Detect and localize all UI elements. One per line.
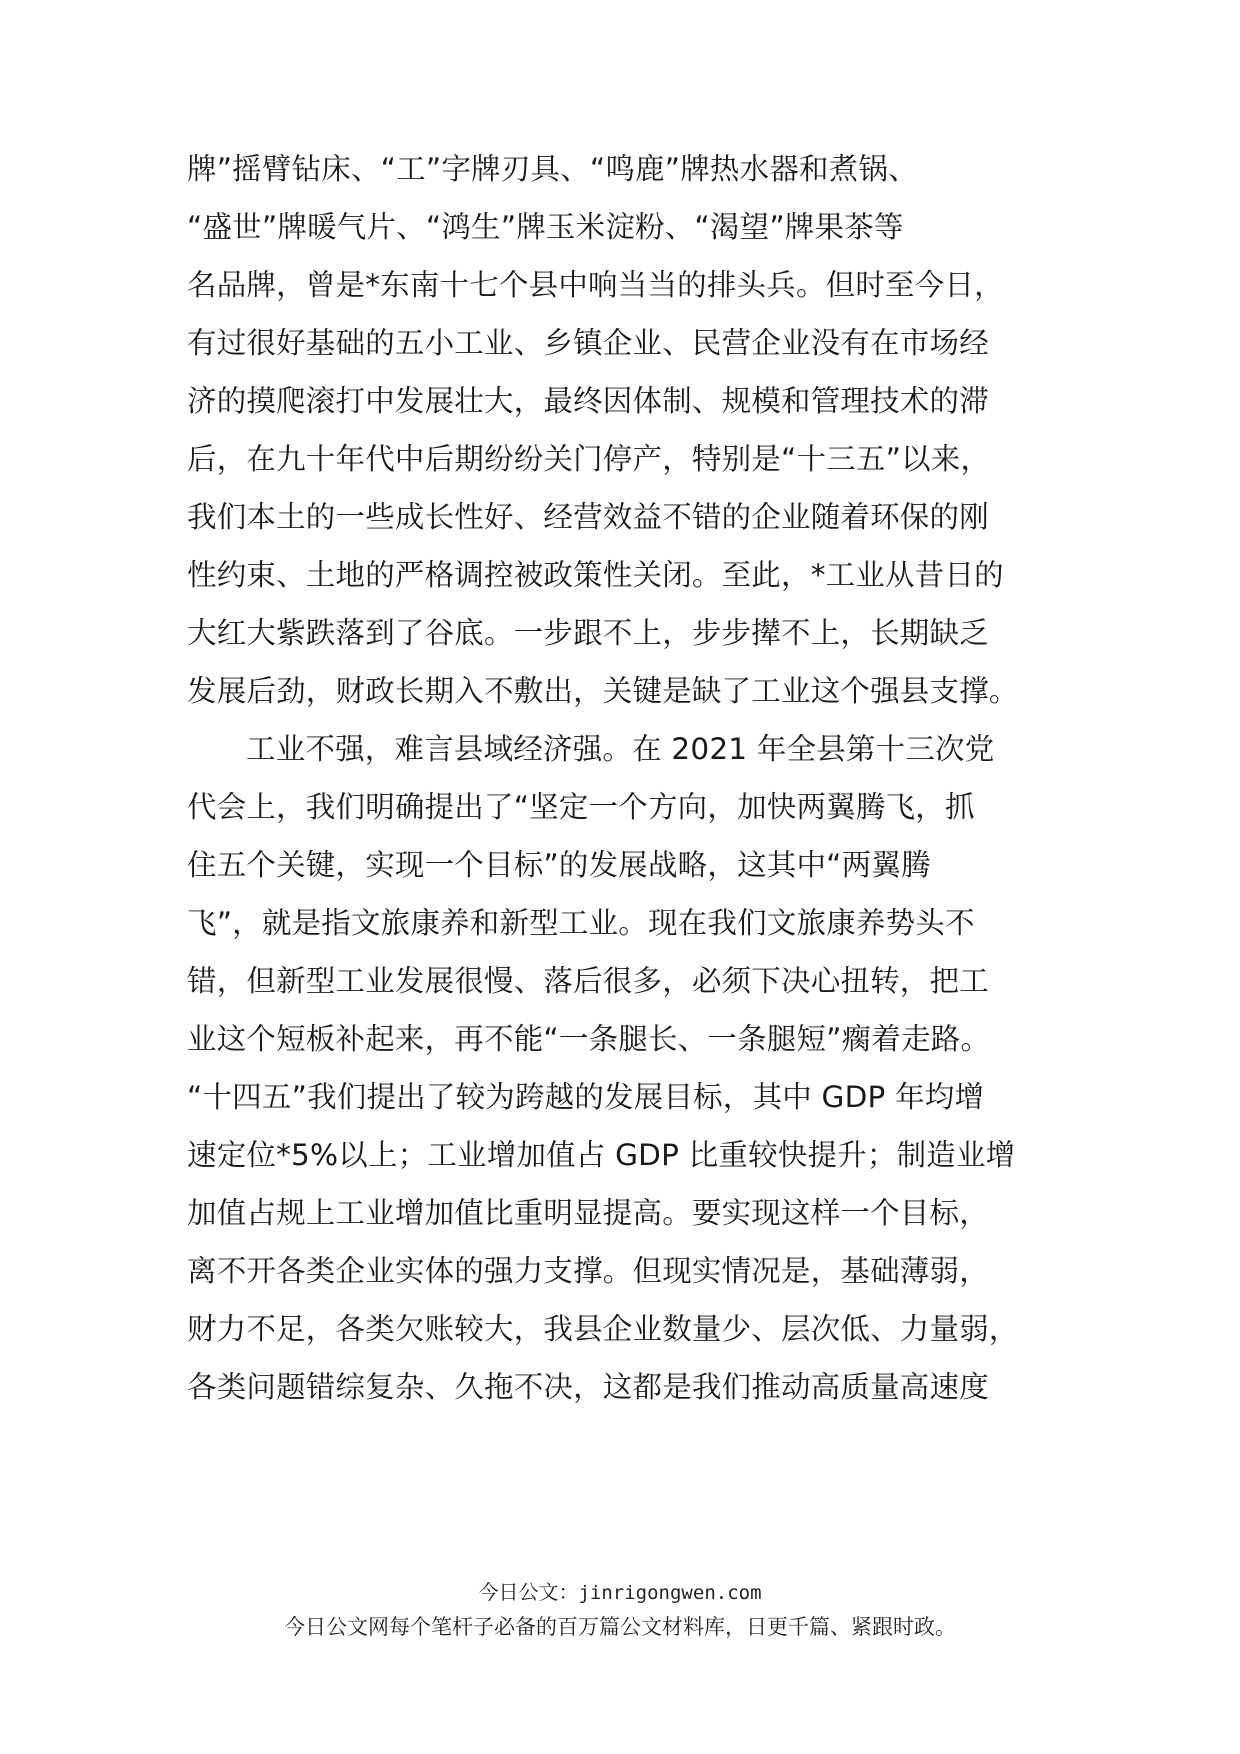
body-text-line: 有过很好基础的五小工业、乡镇企业、民营企业没有在市场经 — [187, 326, 989, 360]
body-text-line: 飞”，就是指文旅康养和新型工业。现在我们文旅康养势头不 — [187, 906, 975, 940]
body-text-line: 性约束、土地的严格调控被政策性关闭。至此，*工业从昔日的 — [187, 558, 1004, 592]
body-text-line: 加值占规上工业增加值比重明显提高。要实现这样一个目标， — [187, 1196, 989, 1230]
body-text-line: 速定位*5%以上；工业增加值占 GDP 比重较快提升；制造业增 — [187, 1138, 1016, 1172]
body-text-line: “十四五”我们提出了较为跨越的发展目标，其中 GDP 年均增 — [187, 1080, 985, 1114]
body-text-line: 业这个短板补起来，再不能“一条腿长、一条腿短”瘸着走路。 — [187, 1022, 991, 1056]
body-text-line: 发展后劲，财政长期入不敷出，关键是缺了工业这个强县支撑。 — [187, 674, 1019, 708]
body-text-line: 我们本土的一些成长性好、经营效益不错的企业随着环保的刚 — [187, 500, 989, 534]
body-text-line: 住五个关键，实现一个目标”的发展战略，这其中“两翼腾 — [187, 848, 931, 882]
footer-site-link[interactable]: jinrigongwen.com — [578, 1582, 762, 1604]
body-text-line: 代会上，我们明确提出了“坚定一个方向，加快两翼腾飞，抓 — [187, 790, 975, 824]
body-text-line: 各类问题错综复杂、久拖不决，这都是我们推动高质量高速度 — [187, 1370, 989, 1404]
body-text-line: 错，但新型工业发展很慢、落后很多，必须下决心扭转，把工 — [187, 964, 989, 998]
body-text-line: 名品牌，曾是*东南十七个县中响当当的排头兵。但时至今日， — [187, 268, 1004, 302]
body-text-line: 大红大紫跌落到了谷底。一步跟不上，步步撵不上，长期缺乏 — [187, 616, 989, 650]
body-text-line: 牌”摇臂钻床、“工”字牌刃具、“鸣鹿”牌热水器和煮锅、 — [187, 152, 918, 186]
footer-site-line — [0, 1578, 1240, 1607]
footer-slogan: 今日公文网每个笔杆子必备的百万篇公文材料库，日更千篇、紧跟时政。 — [284, 1615, 956, 1639]
body-text-line: 后，在九十年代中后期纷纷关门停产，特别是“十三五”以来， — [187, 442, 991, 476]
footer-site-label: 今日公文： — [478, 1580, 579, 1604]
body-text-line: 济的摸爬滚打中发展壮大，最终因体制、规模和管理技术的滞 — [187, 384, 989, 418]
body-text-line: “盛世”牌暖气片、“鸿生”牌玉米淀粉、“渴望”牌果茶等 — [187, 210, 904, 244]
body-text-line: 离不开各类企业实体的强力支撑。但现实情况是，基础薄弱， — [187, 1254, 989, 1288]
body-text-line: 财力不足，各类欠账较大，我县企业数量少、层次低、力量弱， — [187, 1312, 1019, 1346]
paragraph-start-line: 工业不强，难言县域经济强。在 2021 年全县第十三次党 — [246, 732, 995, 766]
